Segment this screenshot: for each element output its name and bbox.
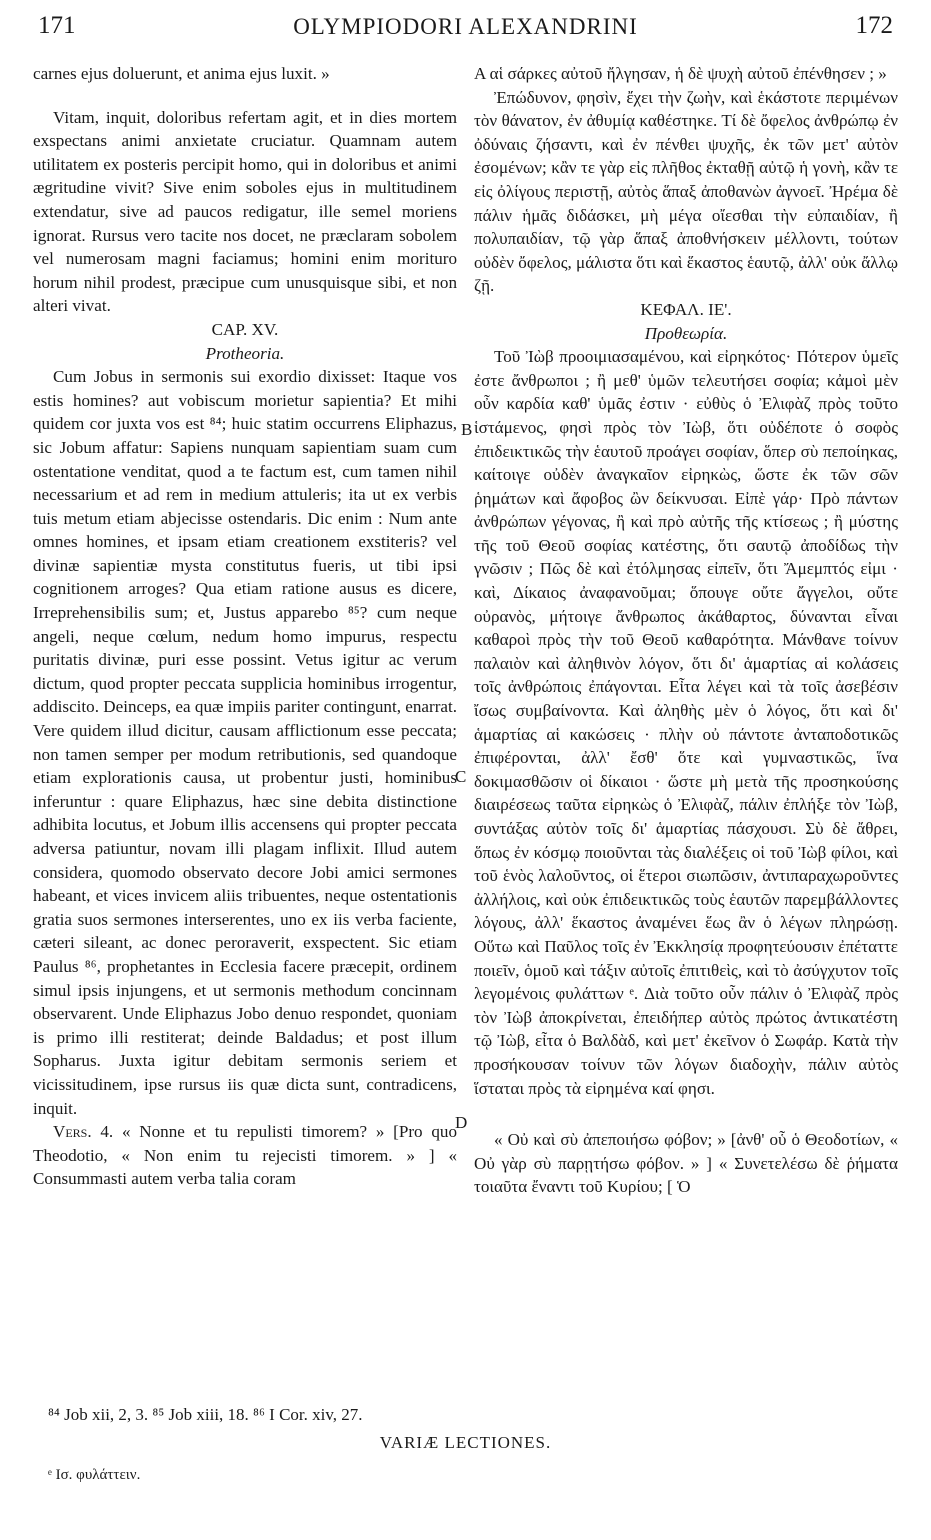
margin-letter-d: D <box>455 1113 468 1132</box>
footnotes: ⁸⁴ Job xii, 2, 3. ⁸⁵ Job xiii, 18. ⁸⁶ I Cor. xiv, 27. <box>48 1405 363 1424</box>
margin-letter-c: C <box>455 767 467 786</box>
greek-paragraph-2: Ἐπώδυνον, φησὶν, ἔχει τὴν ζωὴν, καὶ ἑκάστοτε περιμένων τὸν θάνατον, ἐν ἀθυμίᾳ καθέστηκε. Τί δὲ ὄφελος ἀνθρώπῳ ἐν ὀδύναις ζήσαντι, καὶ ἐν πένθει ψυχῆς, ἐκ τῶν μετ' αὐτὸν ἐσομένων; κἂν τε γὰρ εἰς πλῆθος ἐκταθῇ αὐτῷ ἡ γονὴ, κἂν τε εἰς ὀλίγους περιστῇ, αὐτὸς ἅπαξ ἀποθανὼν ἀγνοεῖ. Ἠρέμα δὲ πάλιν ἡμᾶς διδάσκει, μὴ μέγα οἴεσθαι τὴν εὐπαιδίαν, ἢ πολυπαιδίαν, τῷ γὰρ ἅπαξ ἀποθνήσκειν μέλλοντι, τούτων οὐδὲν ὄφελος, μάλιστα ὅτι καὶ ἕκαστος ἑαυτῷ, ἀλλ' οὐκ ἄλλῳ ζῇ. <box>474 87 898 296</box>
verse-label: Vers. 4. <box>53 1122 114 1142</box>
greek-column <box>474 62 898 1199</box>
variae-lectiones-heading: VARIÆ LECTIONES. <box>379 1433 552 1452</box>
greek-paragraph-3: Τοῦ Ἰὼβ προοιμιασαμένου, καὶ εἰρηκότος· Πότερον ὑμεῖς ἐστε ἄνθρωποι ; ἢ μεθ' ὑμῶν τελευτήσει σοφία; κἀμοὶ μὲν οὖν καρδία καθ' ὑμᾶς ἐστιν · εὐθὺς ὁ Ἐλιφὰζ πρὸς τοῦτο ἱστάμενος, φησὶ πρὸς τὸν Ἰὼβ, ὅτι οὐδέποτε ὁ σοφὸς ἐπιδεικτικῶς τὴν ἑαυτοῦ προάγει σοφίαν, ὅπερ σὺ πεποίηκας, καίτοιγε οὐδὲν ἀναγκαῖον εἰρηκὼς, ὥστε ἐκ τῶν σῶν ῥημάτων καὶ ἄφοβος ὢν δείκνυσαι. Εἰπὲ γάρ· Πρὸ πάντων ἀνθρώπων γέγονας, ἢ καὶ πρὸ αὐτῆς τῆς κτίσεως ; ἢ μύστης τῆς τοῦ Θεοῦ σοφίας κατέστης, ὅτι σαυτῷ ἀποδίδως τὴν γνῶσιν ; Πῶς δὲ καὶ ἐτόλμησας εἰπεῖν, ὅτι Ἄμεμπτός εἰμι · καὶ, Δίκαιος ἀναφανοῦμαι; ὅπουγε οὔτε ἄγγελοι, οὔτε οὐρανὸς, μήτοιγε ἄνθρωπος ἀκάθαρτος, δύνανται εἶναι καθαροὶ πρὸς τὴν τοῦ Θεοῦ καθαρότητα. Μάνθανε τοίνυν παλαιὸν καὶ ἀληθινὸν λόγον, ὅτι δι' ἁμαρτίας αἱ κολάσεις τοῖς ἀνθρώποις ἐπάγονται. Εἶτα λέγει καὶ τὰ τοῖς ἀσεβέσιν ἴσως συμβαίνοντα. Καὶ ἀληθὴς μὲν ὁ λόγος, ὅτι καὶ δι' ἁμαρτίας αἱ κακώσεις · πλὴν οὐ πάντοτε ἀνταποδοτικῶς ἐπιφέρονται, ἀλλ' ἔσθ' ὅτε καὶ γυμναστικῶς, ἵνα δοκιμασθῶσιν οἱ δίκαιοι · ὥστε μὴ μετὰ τῆς προσηκούσης διαιρέσεως ταῦτα εἰρηκὼς ὁ Ἐλιφὰζ, πάλιν ἐπλήξε τὸν Ἰὼβ, συντάξας αὐτὸν τοῖς δι' ἁμαρτίας πάσχουσι. Σὺ δὲ ἄθρει, ὅπως ἐν κόσμῳ ποιοῦνται τὰς διαλέξεις οἱ τοῦ Ἰὼβ φίλοι, καὶ τοῦ ἑνὸς λαλοῦντος, οἱ ἕτεροι σιωπῶσιν, ἀντιπαραχωροῦντες ἀλλήλοις, καὶ οὐκ ἐπιδεικτικῶς τοὺς ἑαυτῶν παρεμβάλλοντες λόγους, ἀλλ' ἕκαστος ἀναμένει ἕως ἂν ὁ λέγων πληρώσῃ. Οὕτω καὶ Παῦλος τοῖς ἐν Ἐκκλησίᾳ προφητεύουσιν ἐπέταττε ποιεῖν, ὁμοῦ καὶ τάξιν αὐτοῖς ἐπιτιθεὶς, καὶ τὸ ἀσύγχυτον τοῖς λεγομένοις φυλάττων ᵉ. Διὰ τοῦτο οὖν πάλιν ὁ Ἐλιφὰζ πρὸς τὸν Ἰὼβ ἀποκρίνεται, ἐπειδήπερ αὐτὸς πρώτος ἀντικατέστη τῷ Ἰὼβ, εἶτα ὁ Βαλδὰδ, καὶ μετ' ἐκεῖνον ὁ Σωφάρ. Κατὰ τὴν προσήκουσαν τοίνυν τῶν λόγων διαδοχὴν, πάλιν αὐτὸς ἵσταται πρὸς τὰ εἰρημένα καί φησι. <box>474 347 898 1098</box>
latin-paragraph-1: carnes ejus doluerunt, et anima ejus luxit. » <box>33 64 330 83</box>
latin-verse-paragraph <box>33 1120 457 1191</box>
page-number-left: 171 <box>38 12 76 39</box>
page-number-right: 172 <box>855 12 893 39</box>
latin-paragraph-3: Cum Jobus in sermonis sui exordio dixisset: Itaque vos estis homines? aut vobiscum morietur sapientia? Et mihi quidem cor juxta vos est ⁸⁴; huic statim occurrens Eliphazus, sic Jobum affatur: Sapiens nunquam sapientiam suam cum ostentatione venditat, quod a te factum est, cum tamen nihil necessarium et ad rem in medium attuleris; ita ut ex verbis tuis metum etiam abjecisse ostendaris. Dic enim : Num ante omnes homines, et ipsam etiam creationem exstiteris? vel divinæ sapientiæ mysta constitutus fueris, ut tibi ipsi cognitionem arroges? Qua etiam ratione ausus es dicere, Irreprehensibilis sum; et, Justus apparebo ⁸⁵? cum neque angeli, neque cœlum, nedum homo impurus, respectu puritatis divinæ, puri esse possint. Vetus igitur ac verum dictum, quod propter peccata supplicia hominibus irrogentur, addiscito. Deinceps, ea quæ impiis pariter contingunt, enarrat. Vere quidem illud dicitur, causam afflictionum esse peccata; non tamen semper per modum retributionis, sed quandoque etiam explorationis causa, ut probentur justi, hominibus inferuntur : quare Eliphazus, hæc sine debita distinctione adhibita locutus, et Jobum illis accensens qui propter peccata adversa patiuntur, novam illi plagam inflixit. Illud autem considera, quomodo observato decore Jobi amici sermones habeant, et vices invicem aliis tribuentes, neque ostentationis gratia suos sermones interserentes, uno ex iis verba faciente, cæteri sileant, ac donec peroraverit, exspectent. Sic etiam Paulus ⁸⁶, prophetantes in Ecclesia facere præcepit, ordinem simul ipsis injungens, et ut sermonis methodum concinnam observarent. Unde Eliphazus Jobo denuo respondet, quoniam is primo illi restiterat; deinde Baldadus; et post illum Sopharus. Juxta igitur debitam sermonis seriem et vicissitudinem, ipse rursus iis quæ dicta sunt, contradicens, inquit. <box>33 367 457 1118</box>
page-header <box>0 8 931 48</box>
chapter-subheading-latin: Protheoria. <box>205 343 285 363</box>
latin-paragraph-2: Vitam, inquit, doloribus refertam agit, et in dies mortem exspectans animi anxietate cruciatur. Quamnam autem utilitatem ex posteris percipit homo, qui in doloribus et animi ægritudine vivit? Sive enim soboles ejus in multitudinem extendatur, sive ad paucos redigatur, ille semel moriens ignorat. Rursus vero tacite nos docet, ne præclaram sobolem vel numerosam magni faciamus; homini enim morituro horum nihil prodest, præcipue cum unusquisque sibi, et non alteri vivat. <box>33 107 457 316</box>
chapter-heading-greek: ΚΕΦΑΛ. ΙΕ'. <box>640 299 732 319</box>
chapter-subheading-greek: Προθεωρία. <box>644 323 728 343</box>
latin-column <box>33 62 457 1191</box>
margin-letter-b: B <box>461 420 473 439</box>
variant-reading-note: ᵉ Ισ. φυλάττειν. <box>48 1467 141 1483</box>
running-title: OLYMPIODORI ALEXANDRINI <box>293 14 638 39</box>
greek-paragraph-1: Α αἱ σάρκες αὐτοῦ ἤλγησαν, ἡ δὲ ψυχὴ αὐτοῦ ἐπένθησεν ; » <box>474 64 887 83</box>
latin-paragraph-4: « Nonne et tu repulisti timorem? » [Pro quo Theodotio, « Non enim tu rejecisti timorem. » ] « Consummasti autem verba talia coram <box>33 1122 457 1189</box>
greek-paragraph-4: « Οὐ καὶ σὺ ἀπεποιήσω φόβον; » [ἀνθ' οὗ ὁ Θεοδοτίων, « Οὐ γὰρ σὺ παρῃτήσω φόβον. » ] « Συνετελέσω δὲ ῥήματα τοιαῦτα ἔναντι τοῦ Κυρίου; [ Ὁ <box>474 1130 898 1197</box>
chapter-heading-latin: CAP. XV. <box>211 319 279 339</box>
